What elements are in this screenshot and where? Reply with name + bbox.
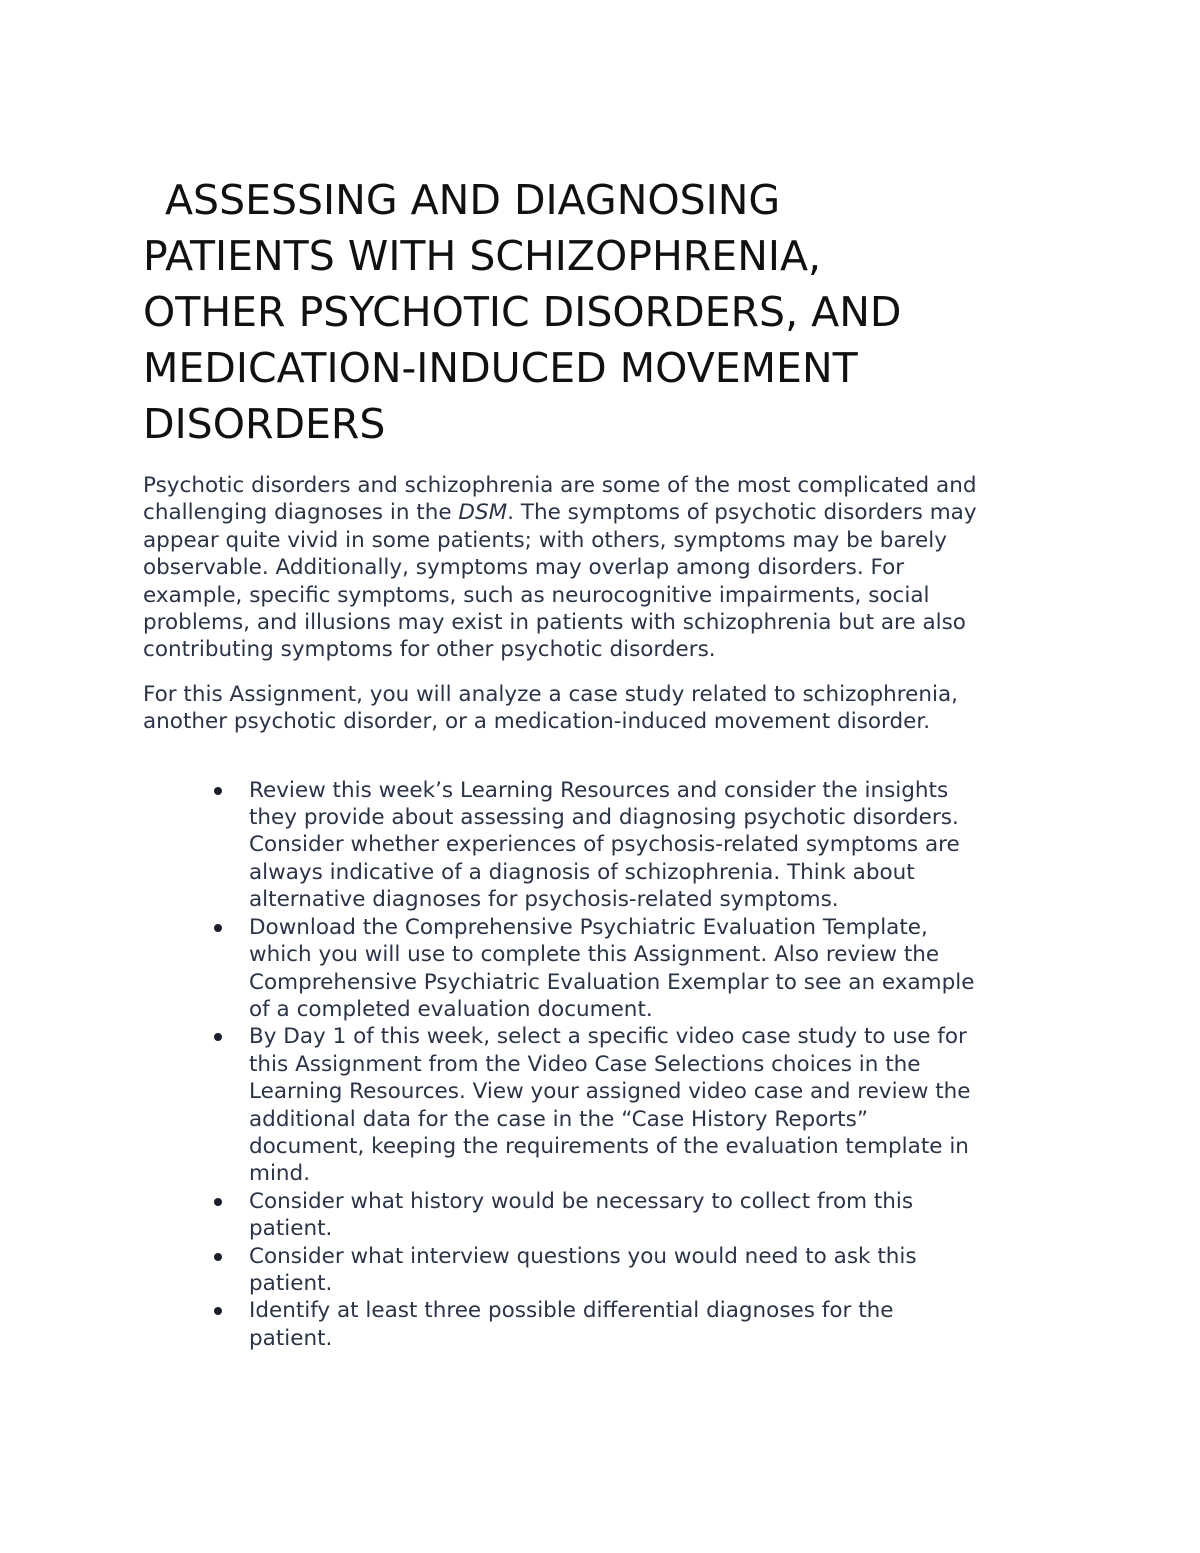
intro-text: . The symptoms of psychotic disorders may xyxy=(507,500,977,526)
title-line: MEDICATION-INDUCED MOVEMENT xyxy=(143,344,858,392)
list-item-line: additional data for the case in the “Case History Reports” xyxy=(249,1106,868,1132)
intro-paragraph xyxy=(143,472,1073,664)
assignment-line: For this Assignment, you will analyze a case study related to schizophrenia, xyxy=(143,681,959,707)
list-item-line: patient. xyxy=(249,1270,333,1296)
title-line: OTHER PSYCHOTIC DISORDERS, AND xyxy=(143,288,902,336)
intro-line: contributing symptoms for other psychotic disorders. xyxy=(143,637,716,663)
title-line: PATIENTS WITH SCHIZOPHRENIA, xyxy=(143,232,822,280)
list-item-line: mind. xyxy=(249,1161,311,1187)
intro-line: Psychotic disorders and schizophrenia are some of the most complicated and xyxy=(143,473,977,498)
list-item-line: which you will use to complete this Assignment. Also review the xyxy=(249,942,940,968)
bullet-icon xyxy=(214,1198,222,1206)
list-item-line: Identify at least three possible differential diagnoses for the xyxy=(249,1298,894,1324)
list-item-line: Consider whether experiences of psychosis-related symptoms are xyxy=(249,832,960,858)
intro-line: observable. Additionally, symptoms may overlap among disorders. For xyxy=(143,555,905,581)
assignment-line: another psychotic disorder, or a medication-induced movement disorder. xyxy=(143,709,931,735)
bullet-icon xyxy=(214,787,222,795)
intro-line xyxy=(143,499,1073,526)
intro-line: appear quite vivid in some patients; with others, symptoms may be barely xyxy=(143,527,947,553)
list-item-line: patient. xyxy=(249,1216,333,1242)
list-item-line: of a completed evaluation document. xyxy=(249,996,653,1022)
bullet-icon xyxy=(214,1033,222,1041)
list-item-line: Consider what history would be necessary to collect from this xyxy=(249,1188,914,1214)
list-item xyxy=(143,1188,1073,1243)
intro-text: challenging diagnoses in the xyxy=(143,500,459,526)
instruction-list xyxy=(143,777,1073,1353)
bullet-icon xyxy=(214,1307,222,1315)
list-item-line: this Assignment from the Video Case Selections choices in the xyxy=(249,1051,921,1077)
list-item-line: alternative diagnoses for psychosis-related symptoms. xyxy=(249,887,839,913)
list-item-line: Consider what interview questions you would need to ask this xyxy=(249,1243,917,1269)
list-item xyxy=(143,1297,1073,1352)
list-item xyxy=(143,777,1073,914)
list-item-line: patient. xyxy=(249,1325,333,1351)
bullet-icon xyxy=(214,1253,222,1261)
list-item-line: always indicative of a diagnosis of schizophrenia. Think about xyxy=(249,859,915,885)
list-item-line: By Day 1 of this week, select a specific video case study to use for xyxy=(249,1024,967,1050)
list-item-line: Review this week’s Learning Resources and consider the insights xyxy=(249,777,949,803)
assignment-paragraph xyxy=(143,681,1073,736)
list-item xyxy=(143,1023,1073,1187)
list-item xyxy=(143,1243,1073,1298)
title-line: ASSESSING AND DIAGNOSING xyxy=(165,176,781,224)
document-page xyxy=(143,172,1073,1352)
list-item xyxy=(143,914,1073,1024)
list-item-line: document, keeping the requirements of the evaluation template in xyxy=(249,1133,969,1159)
dsm-emphasis: DSM xyxy=(458,500,508,526)
bullet-icon xyxy=(214,924,222,932)
intro-line: example, specific symptoms, such as neurocognitive impairments, social xyxy=(143,582,930,608)
list-item-line: Comprehensive Psychiatric Evaluation Exemplar to see an example xyxy=(249,969,975,995)
list-item-line: Learning Resources. View your assigned video case and review the xyxy=(249,1079,971,1105)
title-line: DISORDERS xyxy=(143,400,386,448)
document-title xyxy=(143,172,1073,452)
list-item-line: Download the Comprehensive Psychiatric Evaluation Template, xyxy=(249,914,928,940)
list-item-line: they provide about assessing and diagnosing psychotic disorders. xyxy=(249,805,959,831)
intro-line: problems, and illusions may exist in patients with schizophrenia but are also xyxy=(143,610,966,636)
